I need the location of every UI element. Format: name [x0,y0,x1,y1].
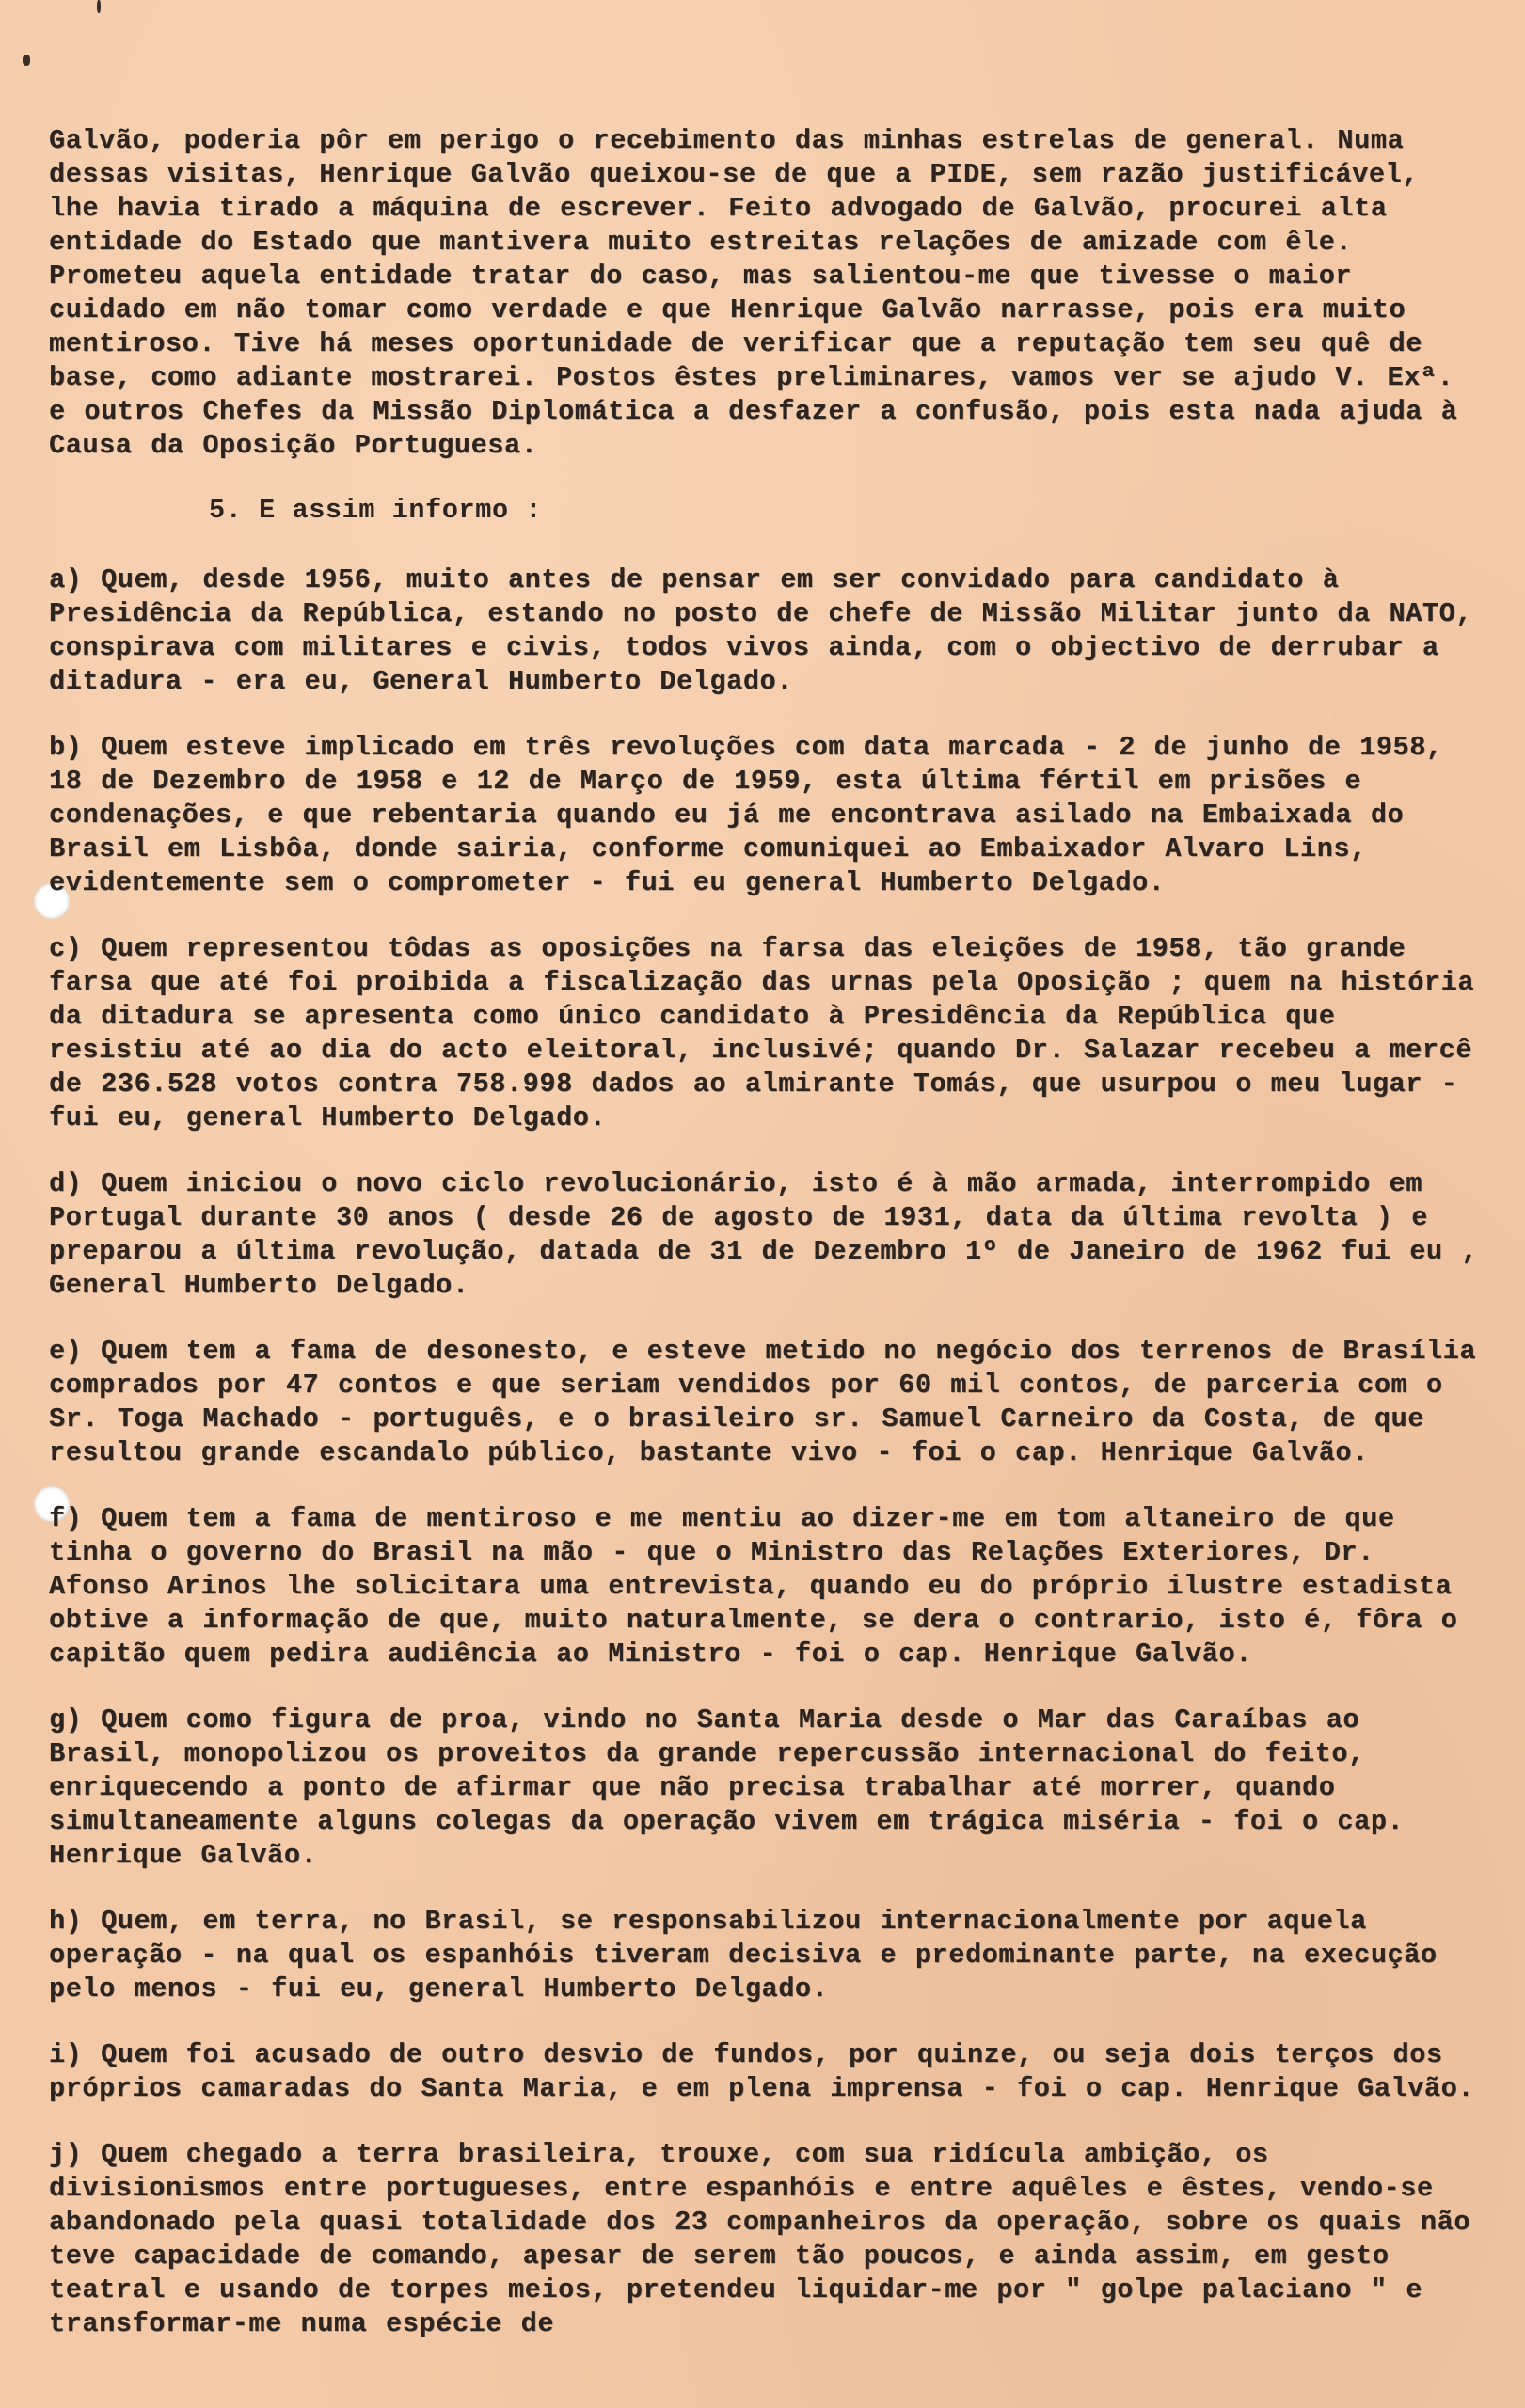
item-e [49,1335,1479,1470]
item-i [49,2038,1479,2106]
item-letter: c) [49,933,83,964]
item-text: Quem tem a fama de mentiroso e me mentiu ao dizer-me em tom altaneiro de que tinha o governo do Brasil na mão - que o Ministro das Relações Exteriores, Dr. Afonso Arinos lhe solicitara uma entrevista, quando eu do próprio ilustre estadista obtive a informação de que, muito naturalmente, se dera o contrario, isto é, fôra o capitão quem pedira audiência ao Ministro - foi o cap. Henrique Galvão. [49,1503,1458,1670]
opening-paragraph: Galvão, poderia pôr em perigo o recebimento das minhas estrelas de general. Numa dessas visitas, Henrique Galvão queixou-se de que a PIDE, sem razão justificável, lhe havia tirado a máquina de escrever. Feito advogado de Galvão, procurei alta entidade do Estado que mantivera muito estreitas relações de amizade com êle. Prometeu aquela entidade tratar do caso, mas salientou-me que tivesse o maior cuidado em não tomar como verdade e que Henrique Galvão narrasse, pois era muito mentiroso. Tive há meses oportunidade de verificar que a reputação tem seu quê de base, como adiante mostrarei. Postos êstes preliminares, vamos ver se ajudo V. Exª. e outros Chefes da Missão Diplomática a desfazer a confusão, pois esta nada ajuda à Causa da Oposição Portuguesa. [49,125,1458,461]
item-text: Quem como figura de proa, vindo no Santa Maria desde o Mar das Caraíbas ao Brasil, monopolizou os proveitos da grande repercussão internacional do feito, enriquecendo a ponto de afirmar que não precisa trabalhar até morrer, quando simultaneamente alguns colegas da operação vivem em trágica miséria - foi o cap. Henrique Galvão. [49,1704,1405,1871]
item-text: Quem foi acusado de outro desvio de fundos, por quinze, ou seja dois terços dos próprios camaradas do Santa Maria, e em plena imprensa - foi o cap. Henrique Galvão. [49,2039,1475,2104]
item-text: Quem esteve implicado em três revoluções com data marcada - 2 de junho de 1958, 18 de Dezembro de 1958 e 12 de Março de 1959, esta última fértil em prisões e condenações, e que rebentaria quando eu já me encontrava asilado na Embaixada do Brasil em Lisbôa, donde sairia, conforme comuniquei ao Embaixador Alvaro Lins, evidentemente sem o comprometer - fui eu general Humberto Delgado. [49,732,1443,898]
item-text: Quem, desde 1956, muito antes de pensar em ser convidado para candidato à Presidência da República, estando no posto de chefe de Missão Militar junto da NATO, conspirava com militares e civis, todos vivos ainda, com o objectivo de derrubar a ditadura - era eu, General Humberto Delgado. [49,564,1473,697]
item-letter: i) [49,2039,83,2070]
ink-speck [97,0,101,13]
item-letter: f) [49,1503,83,1534]
item-text: Quem iniciou o novo ciclo revolucionário, isto é à mão armada, interrompido em Portugal durante 30 anos ( desde 26 de agosto de 1931, data da última revolta ) e preparou a última revolução, datada de 31 de Dezembro 1º de Janeiro de 1962 fui eu , General Humberto Delgado. [49,1168,1479,1301]
item-text: Quem representou tôdas as oposições na farsa das eleições de 1958, tão grande farsa que até foi proibida a fiscalização das urnas pela Oposição ; quem na história da ditadura se apresenta como único candidato à Presidência da República que resistiu até ao dia do acto eleitoral, inclusivé; quando Dr. Salazar recebeu a mercê de 236.528 votos contra 758.998 dados ao almirante Tomás, que usurpou o meu lugar - fui eu, general Humberto Delgado. [49,933,1475,1133]
item-h [49,1905,1479,2006]
item-b [49,731,1479,900]
item-letter: b) [49,732,83,763]
item-g [49,1703,1479,1873]
item-c [49,932,1479,1135]
item-text: Quem, em terra, no Brasil, se responsabilizou internacionalmente por aquela operação - na qual os espanhóis tiveram decisiva e predominante parte, na execução pelo menos - fui eu, general Humberto Delgado. [49,1906,1438,2004]
item-letter: h) [49,1906,83,1937]
item-a [49,563,1479,699]
item-letter: d) [49,1168,83,1199]
ink-speck [23,55,30,66]
item-f [49,1502,1479,1671]
typed-text-body [49,124,1479,2373]
item-letter: a) [49,564,83,595]
section-heading: 5. E assim informo : [209,495,543,526]
item-letter: j) [49,2139,83,2170]
item-letter: g) [49,1704,83,1735]
item-text: Quem tem a fama de desonesto, e esteve metido no negócio dos terrenos de Brasília comprados por 47 contos e que seriam vendidos por 60 mil contos, de parceria com o Sr. Toga Machado - português, e o brasileiro sr. Samuel Carneiro da Costa, de que resultou grande escandalo público, bastante vivo - foi o cap. Henrique Galvão. [49,1336,1477,1468]
item-text: Quem chegado a terra brasileira, trouxe, com sua ridícula ambição, os divisionismos entre portugueses, entre espanhóis e entre aquêles e êstes, vendo-se abandonado pela quasi totalidade dos 23 companheiros da operação, sobre os quais não teve capacidade de comando, apesar de serem tão poucos, e ainda assim, em gesto teatral e usando de torpes meios, pretendeu liquidar-me por " golpe palaciano " e transformar-me numa espécie de [49,2139,1471,2339]
item-j [49,2138,1479,2341]
item-d [49,1167,1479,1303]
item-letter: e) [49,1336,83,1367]
